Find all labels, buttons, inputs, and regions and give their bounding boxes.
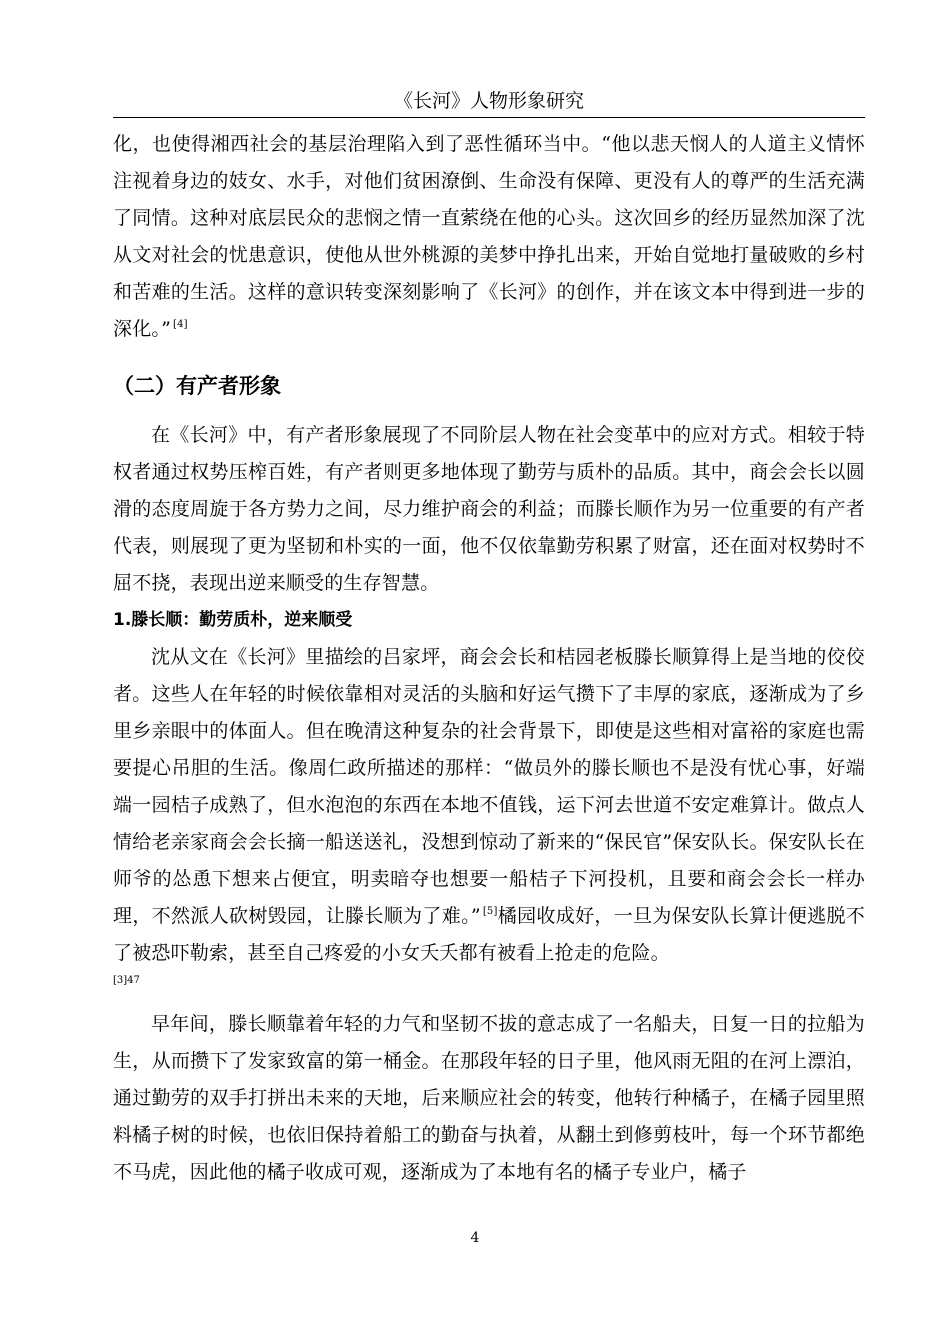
body-text	[113, 126, 865, 1191]
paragraph-intro: 在《长河》中，有产者形象展现了不同阶层人物在社会变革中的应对方式。相较于特权者通过权势压榨百姓，有产者则更多地体现了勤劳与质朴的品质。其中，商会会长以圆滑的态度周旋于各方势力之间，尽力维护商会的利益；而滕长顺作为另一位重要的有产者代表，则展现了更为坚韧和朴实的一面，他不仅依靠勤劳积累了财富，还在面对权势时不屈不挠，表现出逆来顺受的生存智慧。	[113, 424, 865, 594]
page-number: 4	[470, 1230, 480, 1246]
paragraph-continued	[113, 126, 865, 348]
citation-marker: [5]	[482, 906, 498, 917]
paragraph-text: 化，也使得湘西社会的基层治理陷入到了恶性循环当中。“他以悲天悯人的人道主义情怀注视着身边的妓女、水手，对他们贫困潦倒、生命没有保障、更没有人的尊严的生活充满了同情。这种对底层民众的悲悯之情一直萦绕在他的心头。这次回乡的经历显然加深了沈从文对社会的忧患意识，使他从世外桃源的美梦中挣扎出来，开始自觉地打量破败的乡村和苦难的生活。这样的意识转变深刻影响了《长河》的创作，并在该文本中得到进一步的深化。”	[113, 133, 865, 340]
citation-marker: [3]47	[113, 975, 140, 986]
paragraph-text: 沈从文在《长河》里描绘的吕家坪，商会会长和桔园老板滕长顺算得上是当地的佼佼者。这些人在年轻的时候依靠相对灵活的头脑和好运气攒下了丰厚的家底，逐渐成为了乡里乡亲眼中的体面人。但在晚清这种复杂的社会背景下，即使是这些相对富裕的家庭也需要提心吊胆的生活。像周仁政所描述的那样：“做员外的滕长顺也不是没有忧心事，好端端一园桔子成熟了，但水泡泡的东西在本地不值钱，运下河去世道不安定难算计。做点人情给老亲家商会会长摘一船送送礼，没想到惊动了新来的“保民官”保安队长。保安队长在师爷的怂恿下想来占便宜，明卖暗夺也想要一船桔子下河投机，且要和商会会长一样办理，不然派人砍树毁园，让滕长顺为了难。”	[113, 646, 865, 927]
paragraph-lvjiaping	[113, 639, 865, 972]
section-heading: （二）有产者形象	[113, 374, 281, 398]
header-rule	[113, 117, 865, 118]
running-header-title: 《长河》人物形象研究	[393, 90, 584, 112]
paragraph-early-years: 早年间，滕长顺靠着年轻的力气和坚韧不拔的意志成了一名船夫，日复一日的拉船为生，从而攒下了发家致富的第一桶金。在那段年轻的日子里，他风雨无阻的在河上漂泊，通过勤劳的双手打拼出未来的天地，后来顺应社会的转变，他转行种橘子，在橘子园里照料橘子树的时候，也依旧保持着船工的勤奋与执着，从翻土到修剪枝叶，每一个环节都绝不马虎，因此他的橘子收成可观，逐渐成为了本地有名的橘子专业户，橘子	[113, 1013, 865, 1183]
citation-marker: [4]	[173, 319, 188, 330]
paragraph-text: 橘园收成好，一旦为保安队长算计便逃脱不了被恐吓勒索，甚至自己疼爱的小女夭夭都有被看上抢走的危险。	[113, 905, 865, 964]
subsection-heading: 1.滕长顺：勤劳质朴，逆来顺受	[113, 610, 353, 630]
